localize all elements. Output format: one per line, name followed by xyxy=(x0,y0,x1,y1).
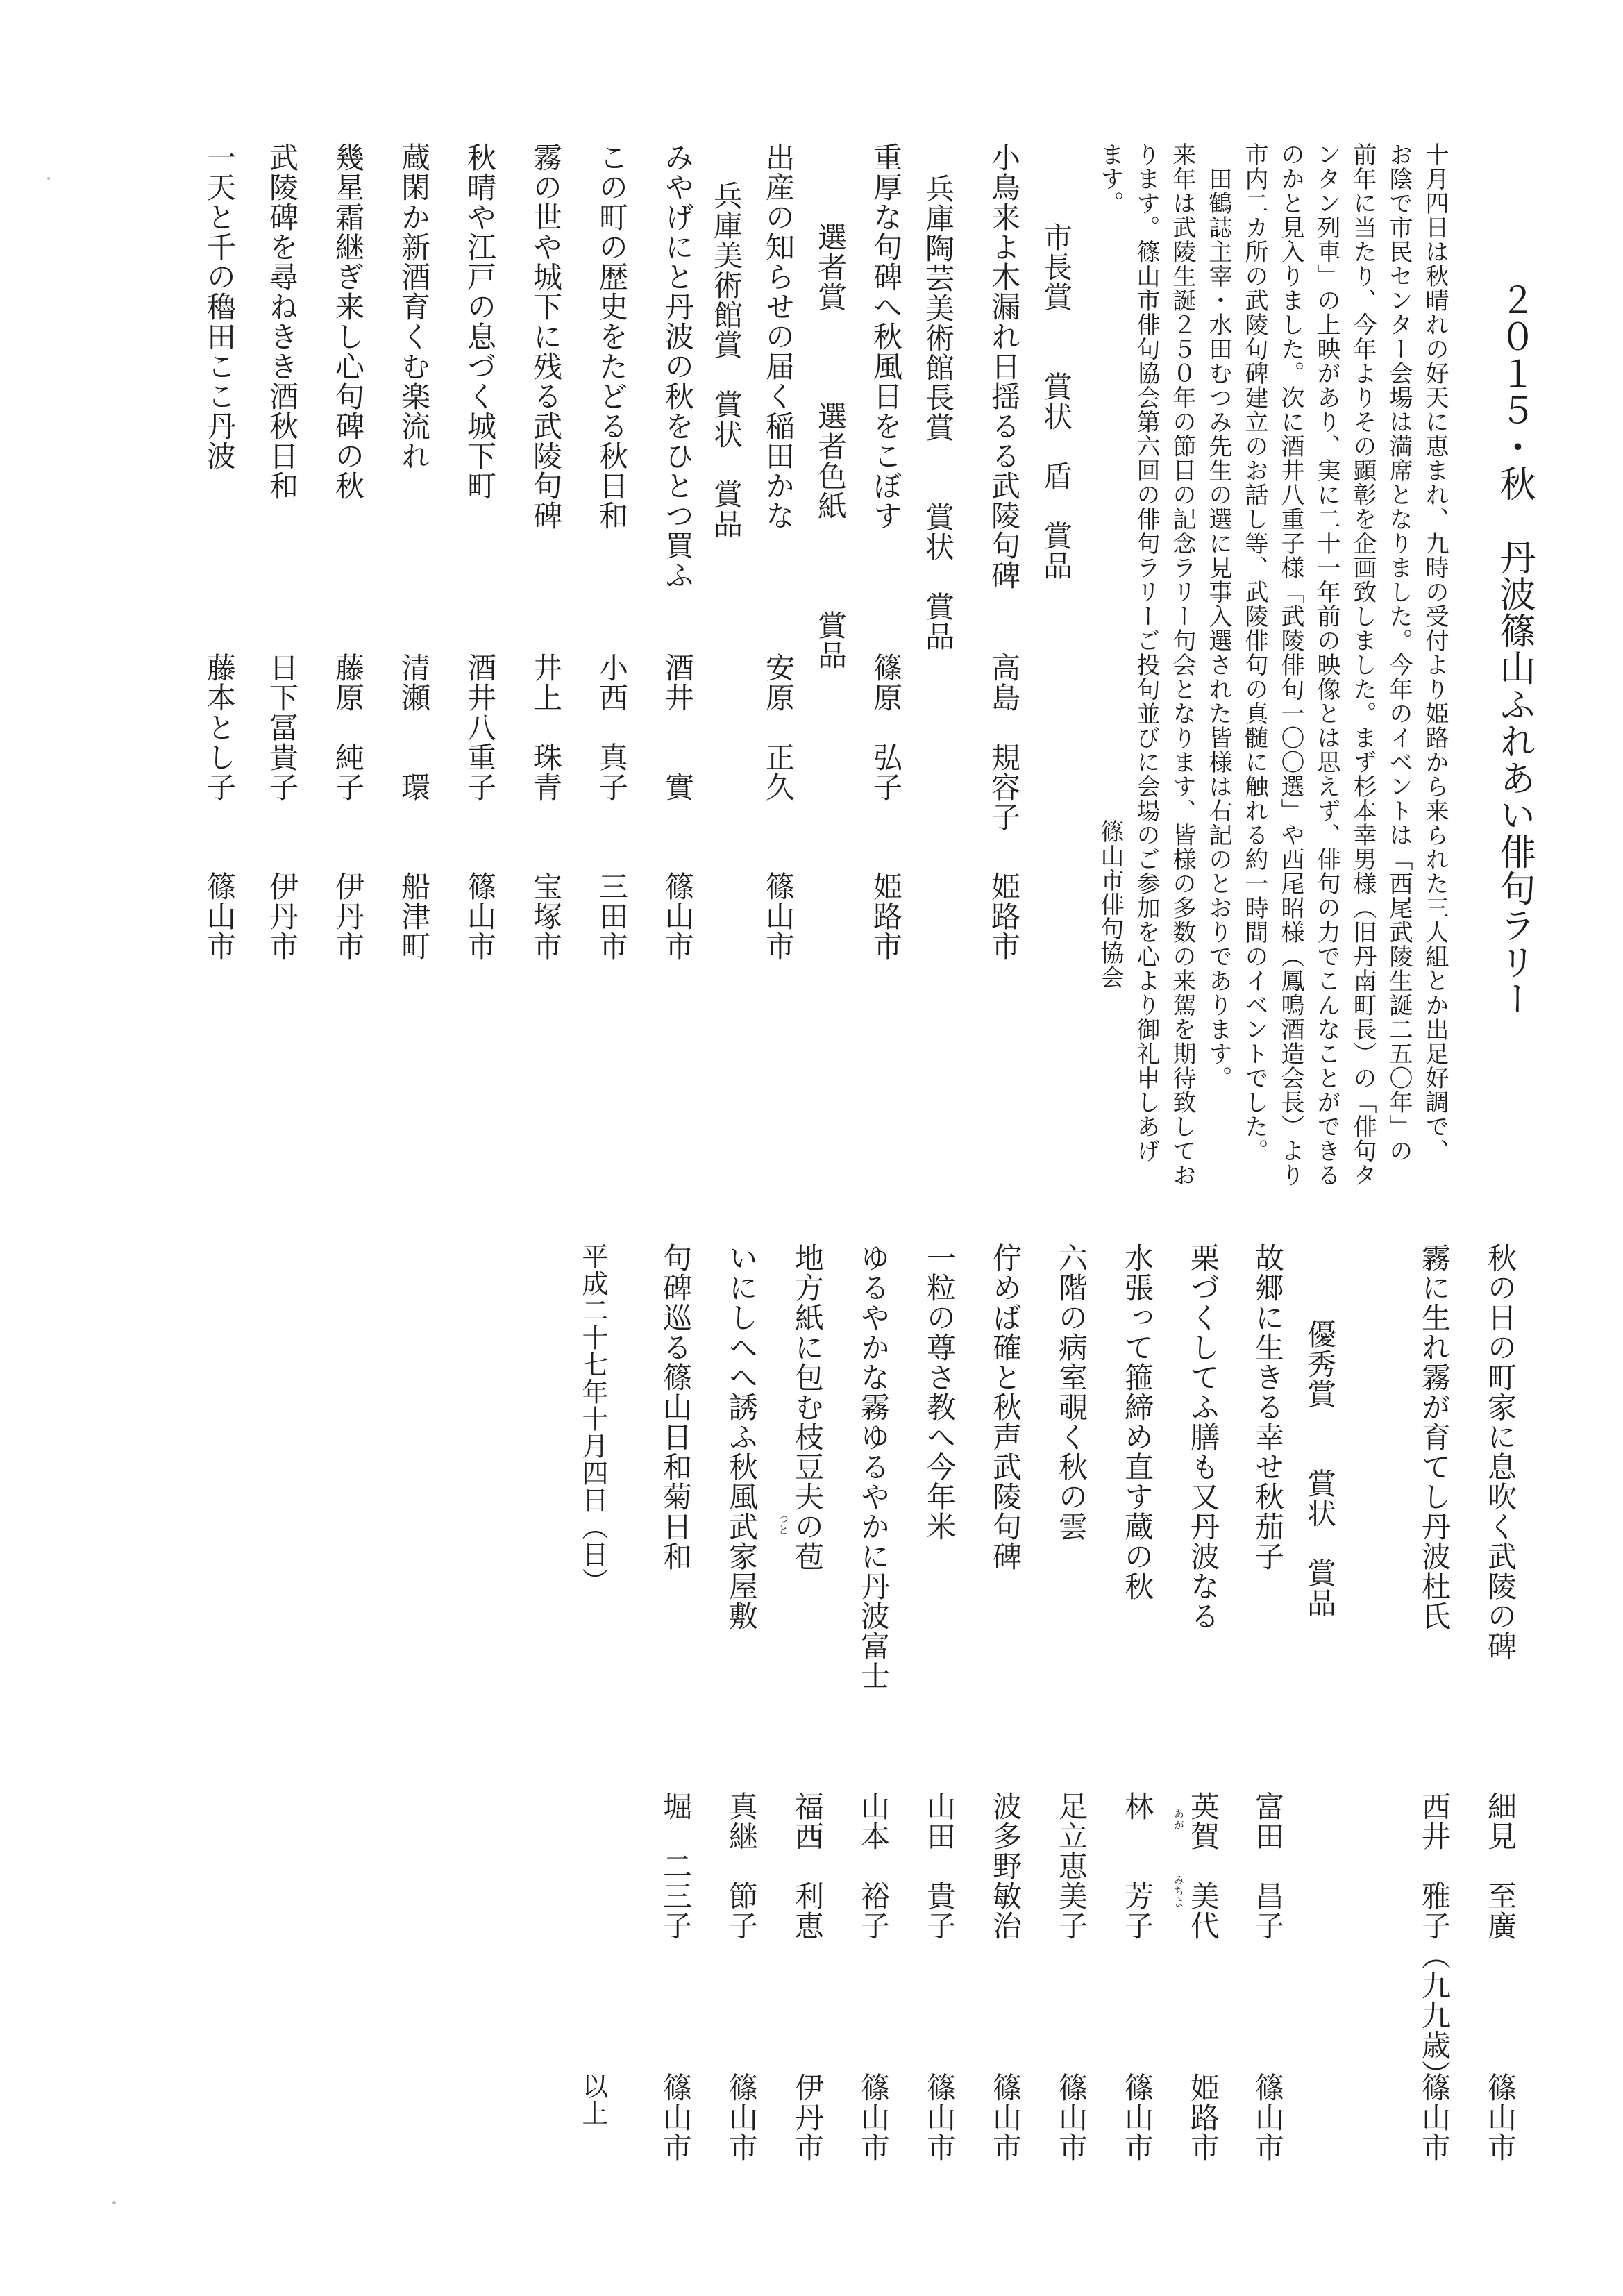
haiku-author: 酒井 實 xyxy=(661,653,695,802)
intro-line-1: 十月四日は秋晴れの好天に恵まれ、九時の受付より姫路から来られた三人組とか出足好調で、 xyxy=(1421,142,1449,1163)
haiku-author: 清瀬 環 xyxy=(397,653,431,802)
haiku: 出産の知らせの届く稲田かな xyxy=(762,142,796,530)
section-heading-mayor: 市長賞 賞状 盾 賞品 xyxy=(1039,222,1073,580)
haiku-city: 篠山市 xyxy=(989,2072,1023,2162)
haiku-author: 小西 真子 xyxy=(595,653,629,802)
haiku-author: 足立恵美子 xyxy=(1054,1791,1088,1941)
event-date: 平成二十七年十月四日（日） xyxy=(578,1243,608,1595)
haiku: 栗づくしてふ膳も又丹波なる xyxy=(1186,1243,1220,1631)
haiku-city: 伊丹市 xyxy=(265,871,299,961)
haiku-city: 篠山市 xyxy=(762,871,796,961)
haiku: 幾星霜継ぎ来し心句碑の秋 xyxy=(331,142,365,501)
page-title: ２０１５・秋 丹波篠山ふれあい俳句ラリー xyxy=(1493,281,1535,1017)
intro-signature: 篠山市俳句協会 xyxy=(1096,819,1124,989)
intro-line-4: ンタン列車」の上映があり、実に二十一年前の映像とは思えず、俳句の力でこんなことができる xyxy=(1313,142,1340,1187)
haiku: 蔵閑か新酒育くむ楽流れ xyxy=(397,142,431,471)
intro-line-5: のかと見入りました。次に酒井八重子様「武陵俳句一〇〇選」や西尾昭様（鳳鳴酒造会長）より xyxy=(1277,142,1304,1187)
intro-line-6: 市内二カ所の武陵句碑建立のお話し等、武陵俳句の真髄に触れる約一時間のイベントでした。 xyxy=(1241,142,1268,1163)
section-heading-ceramic: 兵庫陶芸美術館長賞 賞状 賞品 xyxy=(921,174,955,651)
section-heading-museum: 兵庫美術館賞 賞状 賞品 xyxy=(709,181,743,539)
intro-line-10: ます。 xyxy=(1096,142,1124,215)
section-heading-excellent: 優秀賞 賞状 賞品 xyxy=(1303,1319,1337,1618)
haiku: 霧に生れ霧が育てし丹波杜氏 xyxy=(1418,1243,1452,1631)
scan-speck xyxy=(112,2201,116,2204)
haiku-author: 山本 裕子 xyxy=(857,1791,891,1941)
haiku-author: 山田 貴子 xyxy=(923,1791,957,1941)
haiku-author: 堀 二三子 xyxy=(659,1791,693,1941)
haiku: 一天と千の穭田ここ丹波 xyxy=(203,142,237,471)
section-heading-selector: 選者賞 選者色紙 賞品 xyxy=(814,222,848,670)
haiku-city: 姫路市 xyxy=(987,871,1021,961)
haiku-author: 波多野敏治 xyxy=(989,1791,1023,1941)
scan-speck xyxy=(47,177,50,180)
haiku: 水張って箍締め直す蔵の秋 xyxy=(1120,1243,1154,1601)
haiku-city: 篠山市 xyxy=(725,2072,759,2162)
haiku-city: 篠山市 xyxy=(857,2072,891,2162)
intro-line-8: 来年は武陵生誕２５０年の節目の記念ラリー句会となります、皆様の多数の来駕を期待致してお xyxy=(1168,142,1196,1187)
haiku: 秋の日の町家に息吹く武陵の碑 xyxy=(1483,1243,1517,1661)
haiku-city: 篠山市 xyxy=(1054,2072,1088,2162)
haiku: 故郷に生きる幸せ秋茄子 xyxy=(1251,1243,1285,1571)
haiku-city: 姫路市 xyxy=(1186,2072,1220,2162)
haiku-author: 藤原 純子 xyxy=(331,653,365,802)
haiku-author: 藤本とし子 xyxy=(203,653,237,802)
haiku-city: 伊丹市 xyxy=(331,871,365,961)
haiku: いにしへへ誘ふ秋風武家屋敷 xyxy=(725,1243,759,1631)
haiku-city: 宝塚市 xyxy=(529,871,563,961)
haiku-author: 篠原 弘子 xyxy=(869,653,903,802)
haiku-city: 篠山市 xyxy=(1418,2072,1452,2162)
haiku: 六階の病室覗く秋の雲 xyxy=(1054,1243,1088,1541)
haiku-city: 篠山市 xyxy=(1120,2072,1154,2162)
haiku-city: 船津町 xyxy=(397,871,431,961)
haiku: 佇めば確と秋声武陵句碑 xyxy=(989,1243,1023,1571)
haiku-author: 高島 規容子 xyxy=(987,653,1021,832)
haiku-city: 篠山市 xyxy=(1483,2072,1517,2162)
intro-line-3: 前年に当たり、今年よりその顕彰を企画致しました。まず杉本幸男様（旧丹南町長）の「俳句タ xyxy=(1349,142,1377,1187)
haiku-author: 福西 利恵 xyxy=(791,1791,825,1941)
haiku: 小鳥来よ木漏れ日揺るる武陵句碑 xyxy=(987,142,1021,590)
haiku-city: 三田市 xyxy=(595,871,629,961)
haiku-city: 伊丹市 xyxy=(791,2072,825,2162)
haiku-city: 篠山市 xyxy=(203,871,237,961)
haiku-author: 英賀 美代 xyxy=(1186,1791,1220,1941)
haiku: 一粒の尊さ教へ今年米 xyxy=(923,1243,957,1541)
haiku-author: 酒井八重子 xyxy=(463,653,497,802)
intro-line-7: 田鶴誌主宰・水田むつみ先生の選に見事入選された皆様は右記のとおりであります。 xyxy=(1204,167,1232,1090)
haiku-city: 篠山市 xyxy=(463,871,497,961)
haiku-city: 篠山市 xyxy=(1251,2072,1285,2162)
haiku-author: 安原 正久 xyxy=(762,653,796,802)
haiku: 霧の世や城下に残る武陵句碑 xyxy=(529,142,563,530)
haiku: 武陵碑を尋ねきき酒秋日和 xyxy=(265,142,299,501)
haiku-city: 姫路市 xyxy=(869,871,903,961)
haiku-author: 日下冨貴子 xyxy=(265,653,299,802)
haiku: ゆるやかな霧ゆるやかに丹波富士 xyxy=(857,1243,891,1691)
haiku: 秋晴や江戸の息づく城下町 xyxy=(463,142,497,501)
haiku: この町の歴史をたどる秋日和 xyxy=(595,142,629,530)
haiku-city: 篠山市 xyxy=(661,871,695,961)
haiku: 重厚な句碑へ秋風日をこぼす xyxy=(869,142,903,530)
haiku-author: 細見 至廣 xyxy=(1483,1791,1517,1941)
intro-line-9: ります。篠山市俳句協会第六回の俳句ラリーご投句並びに会場のご参加を心より御礼申しあげ xyxy=(1132,142,1160,1163)
haiku-author: 西井 雅子（九九歳） xyxy=(1418,1791,1452,2090)
ruby-aga: あが xyxy=(1172,1809,1185,1831)
ruby-michiyo: みちよ xyxy=(1172,1875,1185,1908)
haiku-author: 井上 珠青 xyxy=(529,653,563,802)
haiku: 句碑巡る篠山日和菊日和 xyxy=(659,1243,693,1571)
ruby-tsuto: つと xyxy=(777,1514,789,1536)
haiku: 地方紙に包む枝豆夫の苞 xyxy=(791,1243,825,1571)
haiku: みやげにと丹波の秋をひとつ買ふ xyxy=(661,142,695,590)
closing-mark: 以上 xyxy=(578,2072,608,2127)
haiku-city: 篠山市 xyxy=(659,2072,693,2162)
haiku-author: 富田 昌子 xyxy=(1251,1791,1285,1941)
haiku-author: 林 芳子 xyxy=(1120,1791,1154,1941)
intro-line-2: お陰で市民センター会場は満席となりました。今年のイベントは「西尾武陵生誕二五〇年」の xyxy=(1385,142,1413,1163)
haiku-author: 真継 節子 xyxy=(725,1791,759,1941)
haiku-city: 篠山市 xyxy=(923,2072,957,2162)
